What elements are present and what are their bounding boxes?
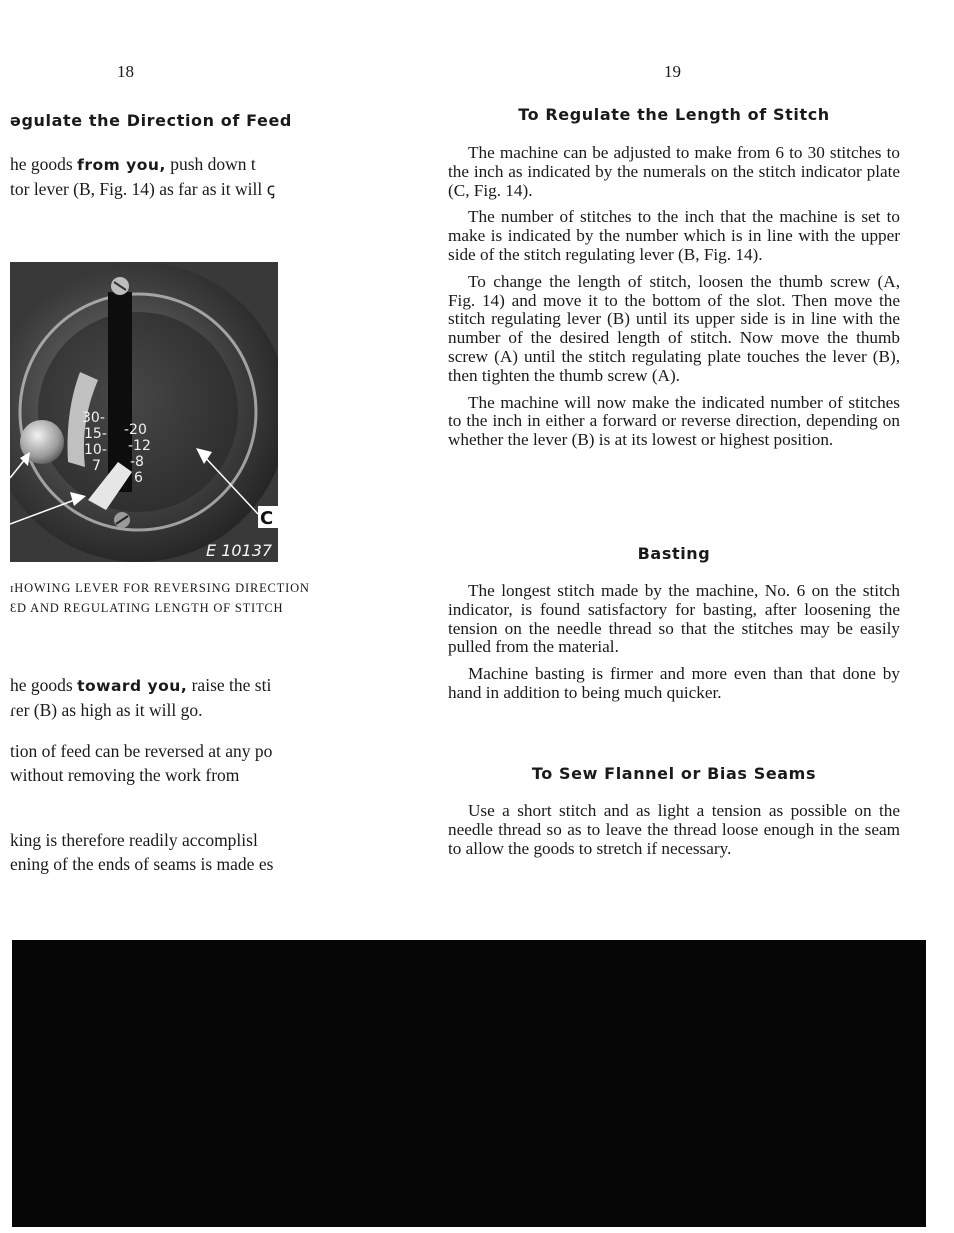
left-page-number: 18	[117, 62, 134, 81]
text-run: he goods	[10, 154, 78, 174]
dial-number: 30-	[82, 410, 105, 426]
stitch-dial-photo	[10, 262, 278, 562]
text-run: he goods	[10, 675, 78, 695]
section-body-flannel	[448, 802, 900, 866]
dial-number: 7	[92, 458, 101, 474]
left-paragraph-3	[10, 739, 272, 787]
paragraph: The number of stitches to the inch that the machine is set to make is indicated by the number which is in line with the upper side of the stitch regulating lever (B, Fig. 14).	[448, 207, 900, 264]
callout-letter-c: C	[260, 508, 274, 529]
dial-number: 6	[134, 470, 143, 486]
bold-run: toward you,	[77, 677, 188, 695]
left-paragraph-4	[10, 828, 273, 876]
text-line: tor lever (B, Fig. 14) as far as it will ꞔ	[10, 179, 276, 199]
section-body-stitch-length	[448, 144, 900, 458]
left-paragraph-2	[10, 673, 271, 722]
paragraph: The machine can be adjusted to make from 6 to 30 stitches to the inch as indicated by the numerals on the stitch indicator plate (C, Fig. 14).	[448, 143, 900, 200]
caption-line: ɪHOWING LEVER FOR REVERSING DIRECTION	[10, 581, 310, 595]
dial-number: -8	[130, 454, 144, 470]
dial-number: -12	[128, 438, 151, 454]
text-line: king is therefore readily accomplisl	[10, 830, 258, 850]
caption-line: ƐD AND REGULATING LENGTH OF STITCH	[10, 601, 284, 615]
section-heading-basting: Basting	[637, 544, 711, 563]
section-heading-flannel: To Sew Flannel or Bias Seams	[531, 764, 817, 783]
figure-caption	[10, 578, 310, 618]
text-run: push down t	[165, 154, 256, 174]
paragraph: The longest stitch made by the machine, No. 6 on the stitch indicator, is found satisfactory for basting, after loosening the tension on the needle thread so that the stitches may be easily pulled from the material.	[448, 581, 900, 657]
section-body-basting	[448, 582, 900, 711]
section-heading-stitch-length: To Regulate the Length of Stitch	[518, 105, 830, 124]
paragraph: To change the length of stitch, loosen the thumb screw (A, Fig. 14) and move it to the bottom of the slot. Then move the stitch regulating lever (B) until its upper side is in line with the number of the desired length of stitch. Now move the thumb screw (A) until the stitch regulating plate touches the lever (B), then tighten the thumb screw (A).	[448, 271, 900, 385]
dial-number: -20	[124, 422, 147, 438]
text-line: without removing the work from	[10, 765, 240, 785]
right-page-number: 19	[664, 62, 681, 81]
paragraph: Use a short stitch and as light a tension as possible on the needle thread so as to leave the thread loose enough in the seam to allow the goods to stretch if necessary.	[448, 801, 900, 858]
text-line: tion of feed can be reversed at any po	[10, 741, 273, 761]
text-line: ɾer (B) as high as it will go.	[10, 700, 203, 720]
plate-label: E 10137	[206, 541, 273, 560]
paragraph: The machine will now make the indicated number of stitches to the inch in either a forward or reverse direction, depending on whether the lever (B) is at its lowest or highest position.	[448, 392, 900, 450]
text-line: ening of the ends of seams is made es	[10, 854, 274, 874]
left-paragraph-1	[10, 152, 275, 201]
dial-number: 15-	[84, 426, 107, 442]
left-heading: əgulate the Direction of Feed	[10, 111, 292, 130]
bold-run: from you,	[77, 156, 166, 174]
text-run: raise the sti	[187, 675, 272, 695]
dial-number: 10-	[84, 442, 107, 458]
paragraph: Machine basting is firmer and more even than that done by hand in addition to being much quicker.	[448, 664, 900, 702]
lever-slot	[108, 292, 132, 492]
scan-black-band	[12, 940, 926, 1227]
